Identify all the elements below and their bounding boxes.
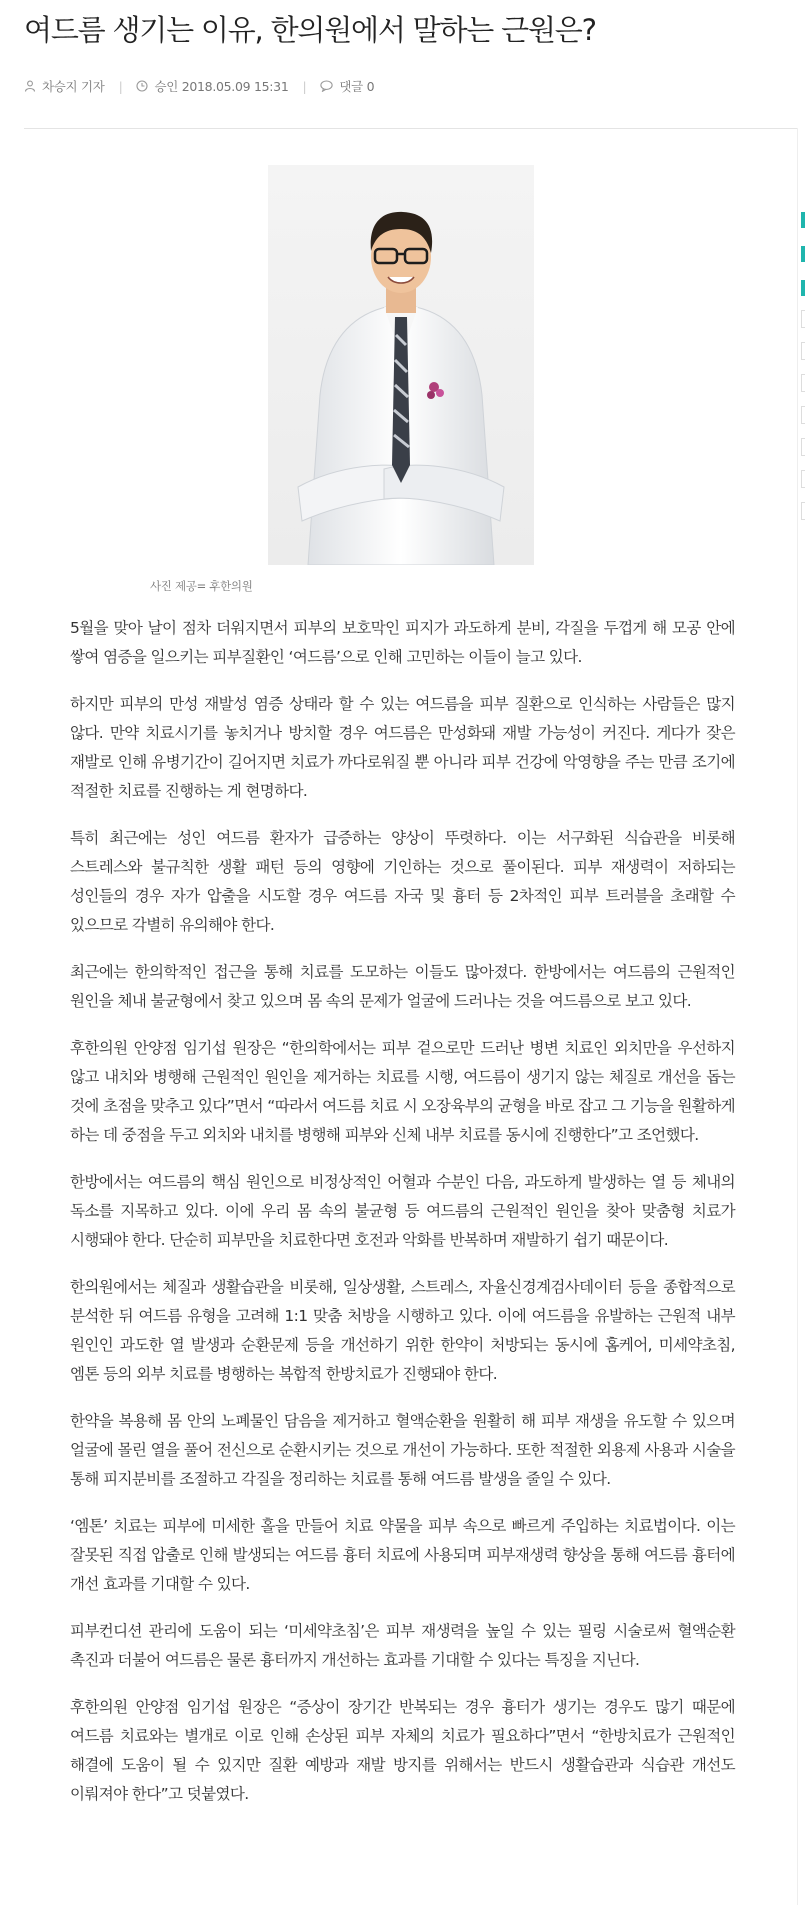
meta-divider: | — [118, 78, 123, 94]
approved-datetime: 승인 2018.05.09 15:31 — [154, 79, 289, 94]
article-paragraph: 한약을 복용해 몸 안의 노폐물인 담음을 제거하고 혈액순환을 원활히 해 피부 재생을 유도할 수 있으며 얼굴에 몰린 열을 풀어 전신으로 순환시키는 것으로 개선이 가능하다. 또한 적절한 외용제 사용과 시술을 통해 피지분비를 조절하고 각질을 정리하는 치료를 통해 여드름 발생을 줄일 수 있다. — [70, 1412, 735, 1488]
comment-icon — [320, 80, 333, 92]
sidebar-rank-mark — [801, 438, 805, 456]
article-meta — [24, 76, 374, 96]
sidebar-accent-mark — [801, 246, 805, 262]
doctor-portrait — [268, 165, 534, 565]
article-paragraph: ‘엠톤’ 치료는 피부에 미세한 홀을 만들어 치료 약물을 피부 속으로 빠르게 주입하는 치료법이다. 이는 잘못된 직접 압출로 인해 발생되는 여드름 흉터 치료에 사용되며 피부재생력 향상을 통해 여드름 흉터에 개선 효과를 기대할 수 있다. — [70, 1517, 735, 1593]
approved-info — [136, 77, 288, 95]
sidebar-rank-mark — [801, 374, 805, 392]
sidebar-accent-mark — [801, 212, 805, 228]
article-photo — [268, 165, 534, 565]
meta-divider: | — [302, 78, 307, 94]
clock-icon — [136, 80, 148, 92]
sidebar-rank-mark — [801, 470, 805, 488]
article-paragraph: 피부컨디션 관리에 도움이 되는 ‘미세약초침’은 피부 재생력을 높일 수 있는 필링 시술로써 혈액순환 촉진과 더불어 여드름은 물론 흉터까지 개선하는 효과를 기대할 수 있다는 특징을 지닌다. — [70, 1622, 735, 1669]
header-divider — [24, 128, 798, 129]
article-paragraph: 한방에서는 여드름의 핵심 원인으로 비정상적인 어혈과 수분인 다음, 과도하게 발생하는 열 등 체내의 독소를 지목하고 있다. 이에 우리 몸 속의 불균형 등 여드름의 근원적인 원인을 찾아 맞춤형 치료가 시행돼야 한다. 단순히 피부만을 치료한다면 호전과 악화를 반복하며 재발하기 쉽기 때문이다. — [70, 1173, 735, 1249]
sidebar-rank-mark — [801, 310, 805, 328]
article-paragraph: 하지만 피부의 만성 재발성 염증 상태라 할 수 있는 여드름을 피부 질환으로 인식하는 사람들은 많지 않다. 만약 치료시기를 놓치거나 방치할 경우 여드름은 만성화돼 재발 가능성이 커진다. 게다가 잦은 재발로 인해 유병기간이 길어지면 치료가 까다로워질 뿐 아니라 피부 건강에 악영향을 주는 만큼 조기에 적절한 치료를 진행하는 게 현명하다. — [70, 695, 735, 800]
sidebar-edge — [797, 128, 798, 1905]
article-paragraph: 후한의원 안양점 임기섭 원장은 “증상이 장기간 반복되는 경우 흉터가 생기는 경우도 많기 때문에 여드름 치료와는 별개로 이로 인해 손상된 피부 자체의 치료가 필요하다”면서 “한방치료가 근원적인 해결에 도움이 될 수 있지만 질환 예방과 재발 방지를 위해서는 반드시 생활습관과 식습관 개선도 이뤄져야 한다”고 덧붙였다. — [70, 1698, 735, 1803]
article-body — [70, 614, 735, 1827]
user-icon — [24, 80, 36, 92]
sidebar-rank-mark — [801, 406, 805, 424]
article-paragraph: 5월을 맞아 날이 점차 더워지면서 피부의 보호막인 피지가 과도하게 분비, 각질을 두껍게 해 모공 안에 쌓여 염증을 일으키는 피부질환인 ‘여드름’으로 인해 고민하는 이들이 늘고 있다. — [70, 619, 735, 666]
article-title: 여드름 생기는 이유, 한의원에서 말하는 근원은? — [24, 13, 596, 47]
author-info — [24, 77, 105, 95]
sidebar-accent-mark — [801, 280, 805, 296]
article-paragraph: 후한의원 안양점 임기섭 원장은 “한의학에서는 피부 겉으로만 드러난 병변 치료인 외치만을 우선하지 않고 내치와 병행해 근원적인 원인을 제거하는 치료를 시행, 여드름이 생기지 않는 체질로 개선을 돕는 것에 초점을 맞추고 있다”면서 “따라서 여드름 치료 시 오장육부의 균형을 바로 잡고 그 기능을 원활하게 하는 데 중점을 두고 외치와 내치를 병행해 피부와 신체 내부 치료를 동시에 진행한다”고 조언했다. — [70, 1039, 735, 1144]
sidebar-rank-mark — [801, 502, 805, 520]
article-paragraph: 특히 최근에는 성인 여드름 환자가 급증하는 양상이 뚜렷하다. 이는 서구화된 식습관을 비롯해 스트레스와 불규칙한 생활 패턴 등의 영향에 기인하는 것으로 풀이된다. 피부 재생력이 저하되는 성인들의 경우 자가 압출을 시도할 경우 여드름 자국 및 흉터 등 2차적인 피부 트러블을 초래할 수 있으므로 각별히 유의해야 한다. — [70, 829, 735, 934]
sidebar-rank-mark — [801, 342, 805, 360]
article-paragraph: 최근에는 한의학적인 접근을 통해 치료를 도모하는 이들도 많아졌다. 한방에서는 여드름의 근원적인 원인을 체내 불균형에서 찾고 있으며 몸 속의 문제가 얼굴에 드러나는 것을 여드름으로 보고 있다. — [70, 963, 735, 1010]
comment-count[interactable]: 댓글 0 — [339, 79, 375, 94]
photo-caption: 사진 제공= 후한의원 — [150, 579, 253, 593]
comment-info[interactable] — [320, 77, 374, 95]
article-paragraph: 한의원에서는 체질과 생활습관을 비롯해, 일상생활, 스트레스, 자율신경계검사데이터 등을 종합적으로 분석한 뒤 여드름 유형을 고려해 1:1 맞춤 처방을 시행하고 있다. 이에 여드름을 유발하는 근원적 내부 원인인 과도한 열 발생과 순환문제 등을 개선하기 위한 한약이 처방되는 동시에 홈케어, 미세약초침, 엠톤 등의 외부 치료를 병행하는 복합적 한방치료가 진행돼야 한다. — [70, 1278, 735, 1383]
author-name[interactable]: 차승지 기자 — [42, 79, 105, 94]
